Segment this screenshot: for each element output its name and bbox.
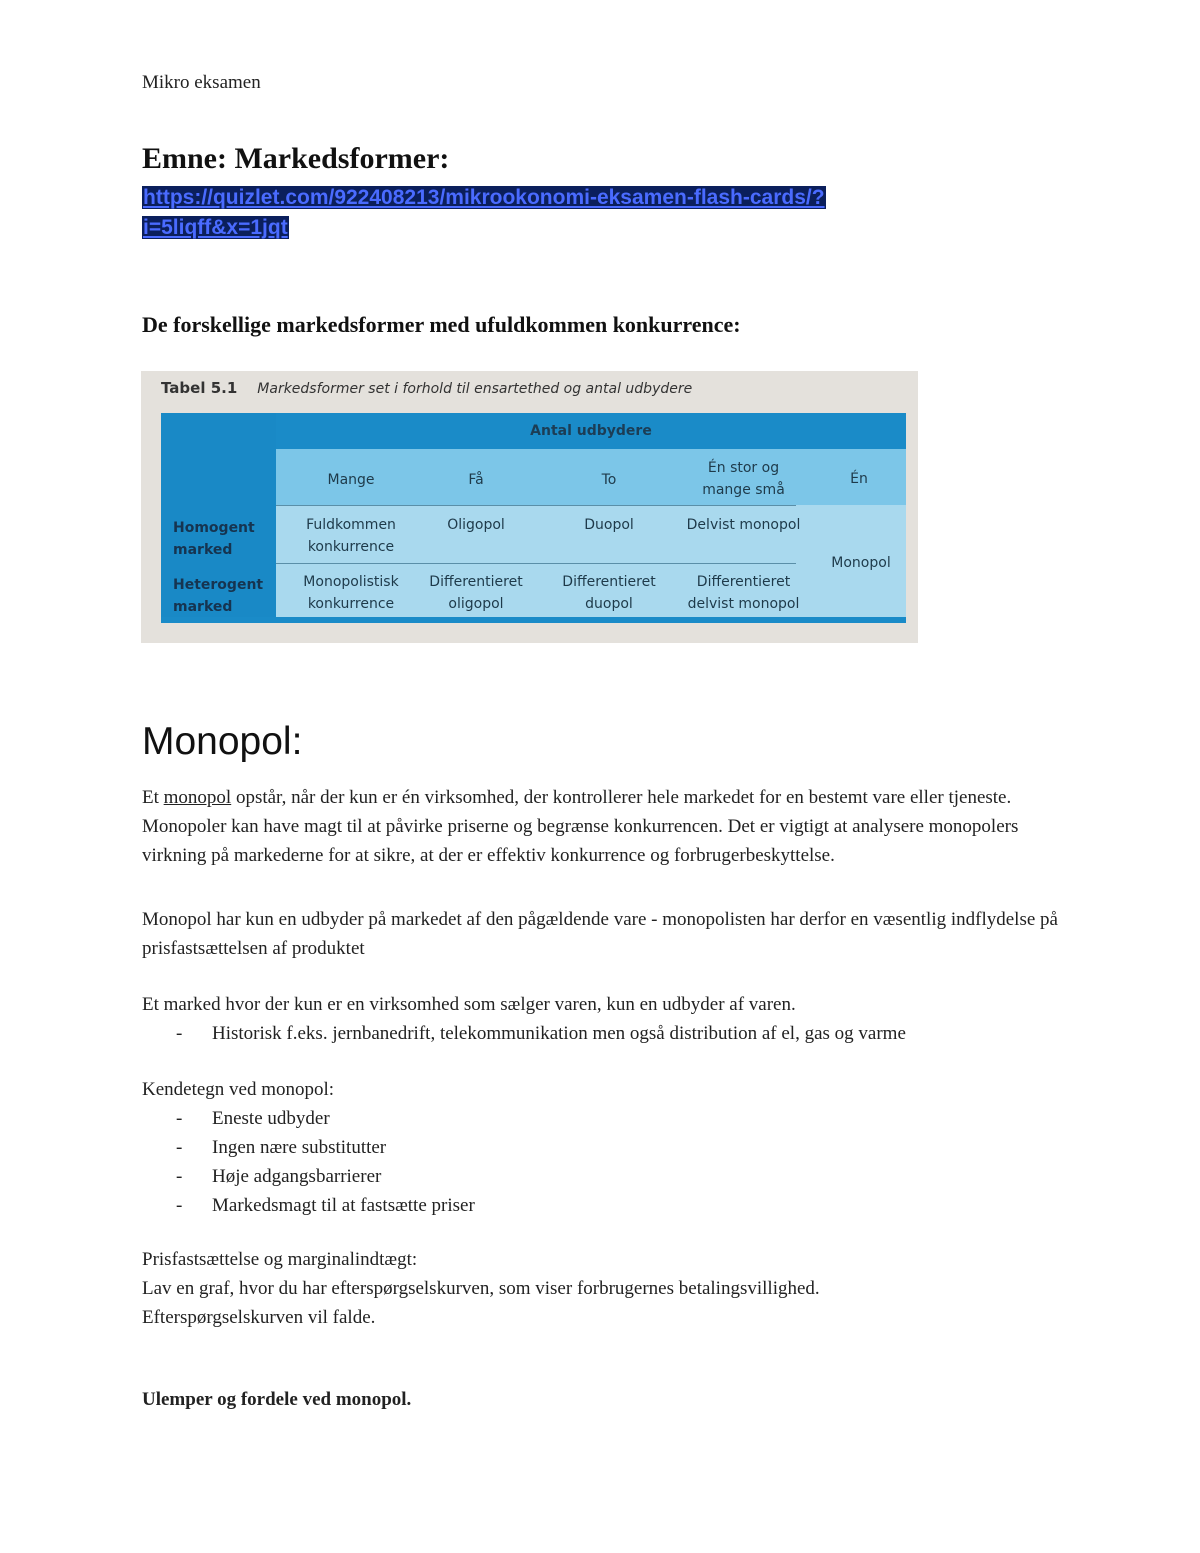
examples-list <box>176 1019 906 1048</box>
table-bottom-bar <box>161 617 906 623</box>
topic-heading: Emne: Markedsformer: <box>142 142 450 175</box>
row-label: Heterogent <box>173 577 264 593</box>
pris-line-2: Efterspørgselskurven vil falde. <box>142 1307 376 1328</box>
table-cell: duopol <box>585 596 633 612</box>
table-cell: Monopolistisk <box>303 574 399 590</box>
link-line-2[interactable]: i=5liqff&x=1jqt <box>143 216 288 239</box>
table-cell: Differentieret <box>562 574 656 590</box>
p1-pre: Et <box>142 787 164 808</box>
link-line-1[interactable]: https://quizlet.com/922408213/mikrookonomi-eksamen-flash-cards/? <box>143 186 825 209</box>
pris-line-1: Lav en graf, hvor du har efterspørgselskurven, som viser forbrugernes betalingsvillighed. <box>142 1278 820 1299</box>
table-divider <box>276 505 796 506</box>
column-header: mange små <box>702 482 785 498</box>
table-cell: Differentieret <box>429 574 523 590</box>
top-header-label: Antal udbydere <box>530 423 652 439</box>
table-cell: Differentieret <box>696 574 791 590</box>
table-cell: Duopol <box>584 517 634 533</box>
table-cell: delvist monopol <box>687 596 800 612</box>
row-label: Homogent <box>173 520 255 536</box>
list-item: - Historisk f.eks. jernbanedrift, telekommunikation men også distribution af el, gas og varme <box>176 1019 906 1048</box>
document-header: Mikro eksamen <box>142 72 261 93</box>
table-caption-label: Tabel 5.1 <box>161 379 238 397</box>
table-cell: oligopol <box>448 596 504 612</box>
monopol-paragraph-1 <box>142 783 1072 870</box>
monopol-paragraph-3: Et marked hvor der kun er en virksomhed som sælger varen, kun en udbyder af varen. <box>142 994 796 1015</box>
market-forms-table <box>161 413 906 623</box>
column-header: To <box>601 472 617 488</box>
table-divider <box>276 563 796 564</box>
list-item: - Ingen nære substitutter <box>176 1133 475 1162</box>
pris-section <box>142 1245 1072 1332</box>
ulemper-heading: Ulemper og fordele ved monopol. <box>142 1389 412 1410</box>
quizlet-link[interactable] <box>142 183 922 243</box>
column-header: Få <box>468 472 484 488</box>
p1-post: opstår, når der kun er én virksomhed, der kontrollerer hele markedet for en bestemt vare eller tjeneste. Monopoler kan have magt til at påvirke priserne og begrænse konkurrencen. Det er vigtigt at analysere monopolers virkning på markederne for at sikre, at der er effektiv konkurrence og forbrugerbeskyttelse. <box>142 787 1019 866</box>
row-label: marked <box>173 542 233 558</box>
list-item: - Eneste udbyder <box>176 1104 475 1133</box>
pris-title: Prisfastsættelse og marginalindtægt: <box>142 1249 418 1270</box>
kendetegn-list <box>176 1104 475 1220</box>
monopol-link[interactable]: monopol <box>163 787 232 808</box>
list-item: - Markedsmagt til at fastsætte priser <box>176 1191 475 1220</box>
kendetegn-title: Kendetegn ved monopol: <box>142 1079 335 1100</box>
table-cell: konkurrence <box>307 596 395 612</box>
table-caption <box>161 379 692 397</box>
table-caption-text: Markedsformer set i forhold til ensartethed og antal udbydere <box>257 381 693 397</box>
column-header: Én stor og <box>707 460 780 476</box>
merged-monopol-cell: Monopol <box>831 555 891 571</box>
monopol-heading: Monopol: <box>142 720 303 763</box>
section-subheading: De forskellige markedsformer med ufuldkommen konkurrence: <box>142 312 741 337</box>
table-cell: Delvist monopol <box>686 517 801 533</box>
market-forms-table-image <box>141 371 918 643</box>
list-item: - Høje adgangsbarrierer <box>176 1162 475 1191</box>
table-cell: konkurrence <box>307 539 395 555</box>
table-cell: Fuldkommen <box>306 517 396 533</box>
row-label: marked <box>173 599 233 615</box>
monopol-paragraph-2: Monopol har kun en udbyder på markedet af den pågældende vare - monopolisten har derfor en væsentlig indflydelse på prisfastsættelsen af produktet <box>142 909 1058 959</box>
column-header: Én <box>850 471 868 487</box>
table-cell: Oligopol <box>447 517 505 533</box>
column-header: Mange <box>327 472 375 488</box>
